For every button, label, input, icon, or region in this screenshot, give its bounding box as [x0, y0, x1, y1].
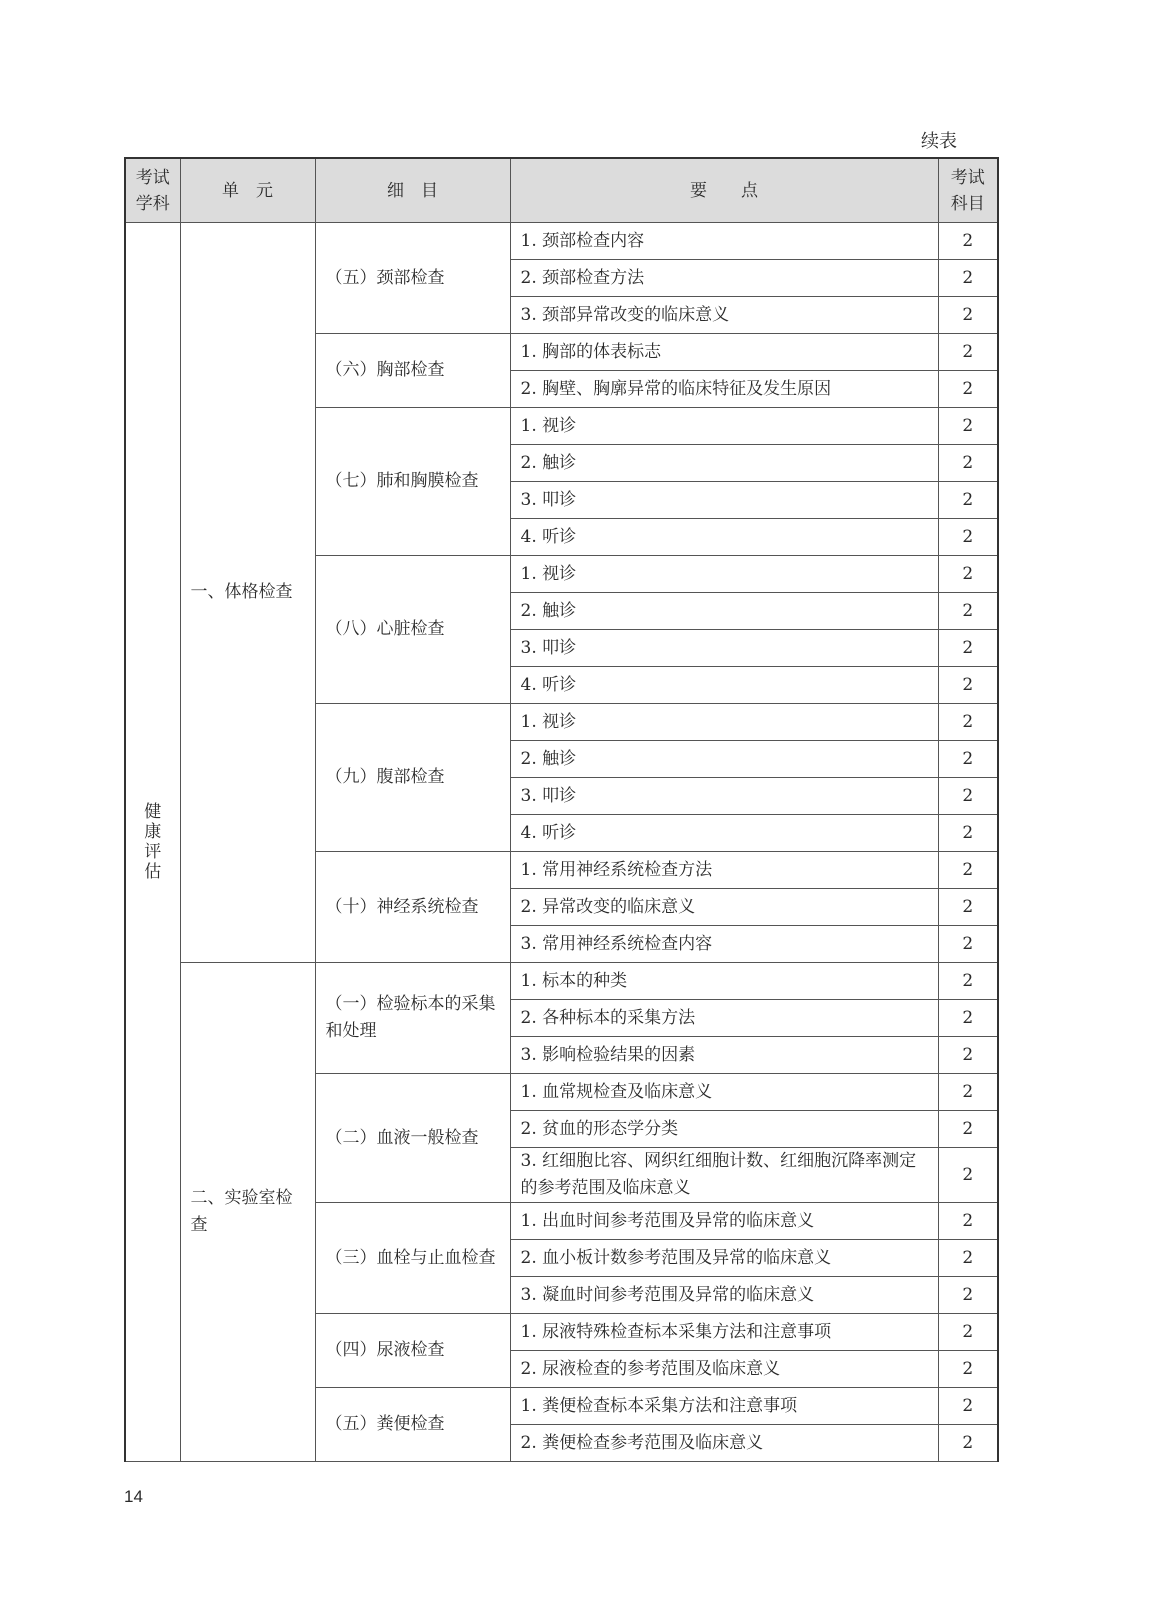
exam-level-cell: 2	[938, 1277, 998, 1314]
point-cell: 2. 尿液检查的参考范围及临床意义	[510, 1351, 938, 1388]
exam-level-cell: 2	[938, 1240, 998, 1277]
point-cell: 1. 胸部的体表标志	[510, 334, 938, 371]
exam-level-cell: 2	[938, 1314, 998, 1351]
point-cell: 3. 颈部异常改变的临床意义	[510, 297, 938, 334]
exam-level-cell: 2	[938, 593, 998, 630]
exam-level-cell: 2	[938, 1351, 998, 1388]
exam-level-cell: 2	[938, 889, 998, 926]
point-cell: 4. 听诊	[510, 815, 938, 852]
point-cell: 1. 尿液特殊检查标本采集方法和注意事项	[510, 1314, 938, 1351]
subject-label: 健康评估	[144, 802, 162, 882]
header-unit: 单 元	[180, 158, 315, 223]
point-cell: 1. 视诊	[510, 556, 938, 593]
exam-level-cell: 2	[938, 963, 998, 1000]
point-cell: 2. 颈部检查方法	[510, 260, 938, 297]
exam-level-cell: 2	[938, 1037, 998, 1074]
header-exam-subject: 考试 科目	[938, 158, 998, 223]
point-cell: 1. 血常规检查及临床意义	[510, 1074, 938, 1111]
exam-level-cell: 2	[938, 1148, 998, 1203]
header-points: 要 点	[510, 158, 938, 223]
exam-level-cell: 2	[938, 926, 998, 963]
table-row	[125, 223, 998, 260]
point-cell: 2. 各种标本的采集方法	[510, 1000, 938, 1037]
point-cell: 1. 视诊	[510, 408, 938, 445]
exam-level-cell: 2	[938, 852, 998, 889]
exam-level-cell: 2	[938, 519, 998, 556]
exam-level-cell: 2	[938, 445, 998, 482]
section-cell: （六）胸部检查	[315, 334, 510, 408]
exam-level-cell: 2	[938, 1074, 998, 1111]
exam-level-cell: 2	[938, 371, 998, 408]
header-subject: 考试 学科	[125, 158, 180, 223]
point-cell: 2. 触诊	[510, 741, 938, 778]
point-cell: 3. 红细胞比容、网织红细胞计数、红细胞沉降率测定的参考范围及临床意义	[510, 1148, 938, 1203]
section-cell: （二）血液一般检查	[315, 1074, 510, 1203]
exam-level-cell: 2	[938, 297, 998, 334]
point-cell: 1. 出血时间参考范围及异常的临床意义	[510, 1203, 938, 1240]
continued-label: 续表	[921, 131, 957, 152]
exam-level-cell: 2	[938, 334, 998, 371]
point-cell: 3. 常用神经系统检查内容	[510, 926, 938, 963]
section-cell: （十）神经系统检查	[315, 852, 510, 963]
exam-level-cell: 2	[938, 1203, 998, 1240]
section-cell: （五）颈部检查	[315, 223, 510, 334]
point-cell: 2. 血小板计数参考范围及异常的临床意义	[510, 1240, 938, 1277]
point-cell: 2. 粪便检查参考范围及临床意义	[510, 1425, 938, 1462]
unit-cell: 一、体格检查	[180, 223, 315, 963]
syllabus-table	[124, 157, 999, 1462]
point-cell: 3. 叩诊	[510, 482, 938, 519]
exam-level-cell: 2	[938, 408, 998, 445]
subject-cell	[125, 223, 180, 1462]
point-cell: 1. 常用神经系统检查方法	[510, 852, 938, 889]
section-cell: （五）粪便检查	[315, 1388, 510, 1462]
point-cell: 1. 颈部检查内容	[510, 223, 938, 260]
point-cell: 3. 影响检验结果的因素	[510, 1037, 938, 1074]
section-cell: （一）检验标本的采集和处理	[315, 963, 510, 1074]
exam-level-cell: 2	[938, 1388, 998, 1425]
point-cell: 2. 触诊	[510, 445, 938, 482]
exam-level-cell: 2	[938, 223, 998, 260]
point-cell: 2. 异常改变的临床意义	[510, 889, 938, 926]
exam-level-cell: 2	[938, 630, 998, 667]
exam-level-cell: 2	[938, 741, 998, 778]
exam-level-cell: 2	[938, 778, 998, 815]
point-cell: 2. 贫血的形态学分类	[510, 1111, 938, 1148]
section-cell: （四）尿液检查	[315, 1314, 510, 1388]
header-row	[125, 158, 998, 223]
point-cell: 3. 叩诊	[510, 630, 938, 667]
point-cell: 2. 胸壁、胸廓异常的临床特征及发生原因	[510, 371, 938, 408]
exam-level-cell: 2	[938, 704, 998, 741]
section-cell: （三）血栓与止血检查	[315, 1203, 510, 1314]
exam-level-cell: 2	[938, 260, 998, 297]
section-cell: （九）腹部检查	[315, 704, 510, 852]
exam-level-cell: 2	[938, 815, 998, 852]
point-cell: 2. 触诊	[510, 593, 938, 630]
page-number: 14	[124, 1487, 143, 1506]
table-row	[125, 963, 998, 1000]
point-cell: 1. 标本的种类	[510, 963, 938, 1000]
section-cell: （七）肺和胸膜检查	[315, 408, 510, 556]
exam-level-cell: 2	[938, 482, 998, 519]
exam-level-cell: 2	[938, 1000, 998, 1037]
exam-level-cell: 2	[938, 556, 998, 593]
point-cell: 4. 听诊	[510, 519, 938, 556]
section-cell: （八）心脏检查	[315, 556, 510, 704]
header-detail: 细 目	[315, 158, 510, 223]
point-cell: 1. 粪便检查标本采集方法和注意事项	[510, 1388, 938, 1425]
point-cell: 3. 叩诊	[510, 778, 938, 815]
point-cell: 4. 听诊	[510, 667, 938, 704]
point-cell: 1. 视诊	[510, 704, 938, 741]
exam-level-cell: 2	[938, 1425, 998, 1462]
point-cell: 3. 凝血时间参考范围及异常的临床意义	[510, 1277, 938, 1314]
exam-level-cell: 2	[938, 667, 998, 704]
unit-cell: 二、实验室检查	[180, 963, 315, 1462]
exam-level-cell: 2	[938, 1111, 998, 1148]
